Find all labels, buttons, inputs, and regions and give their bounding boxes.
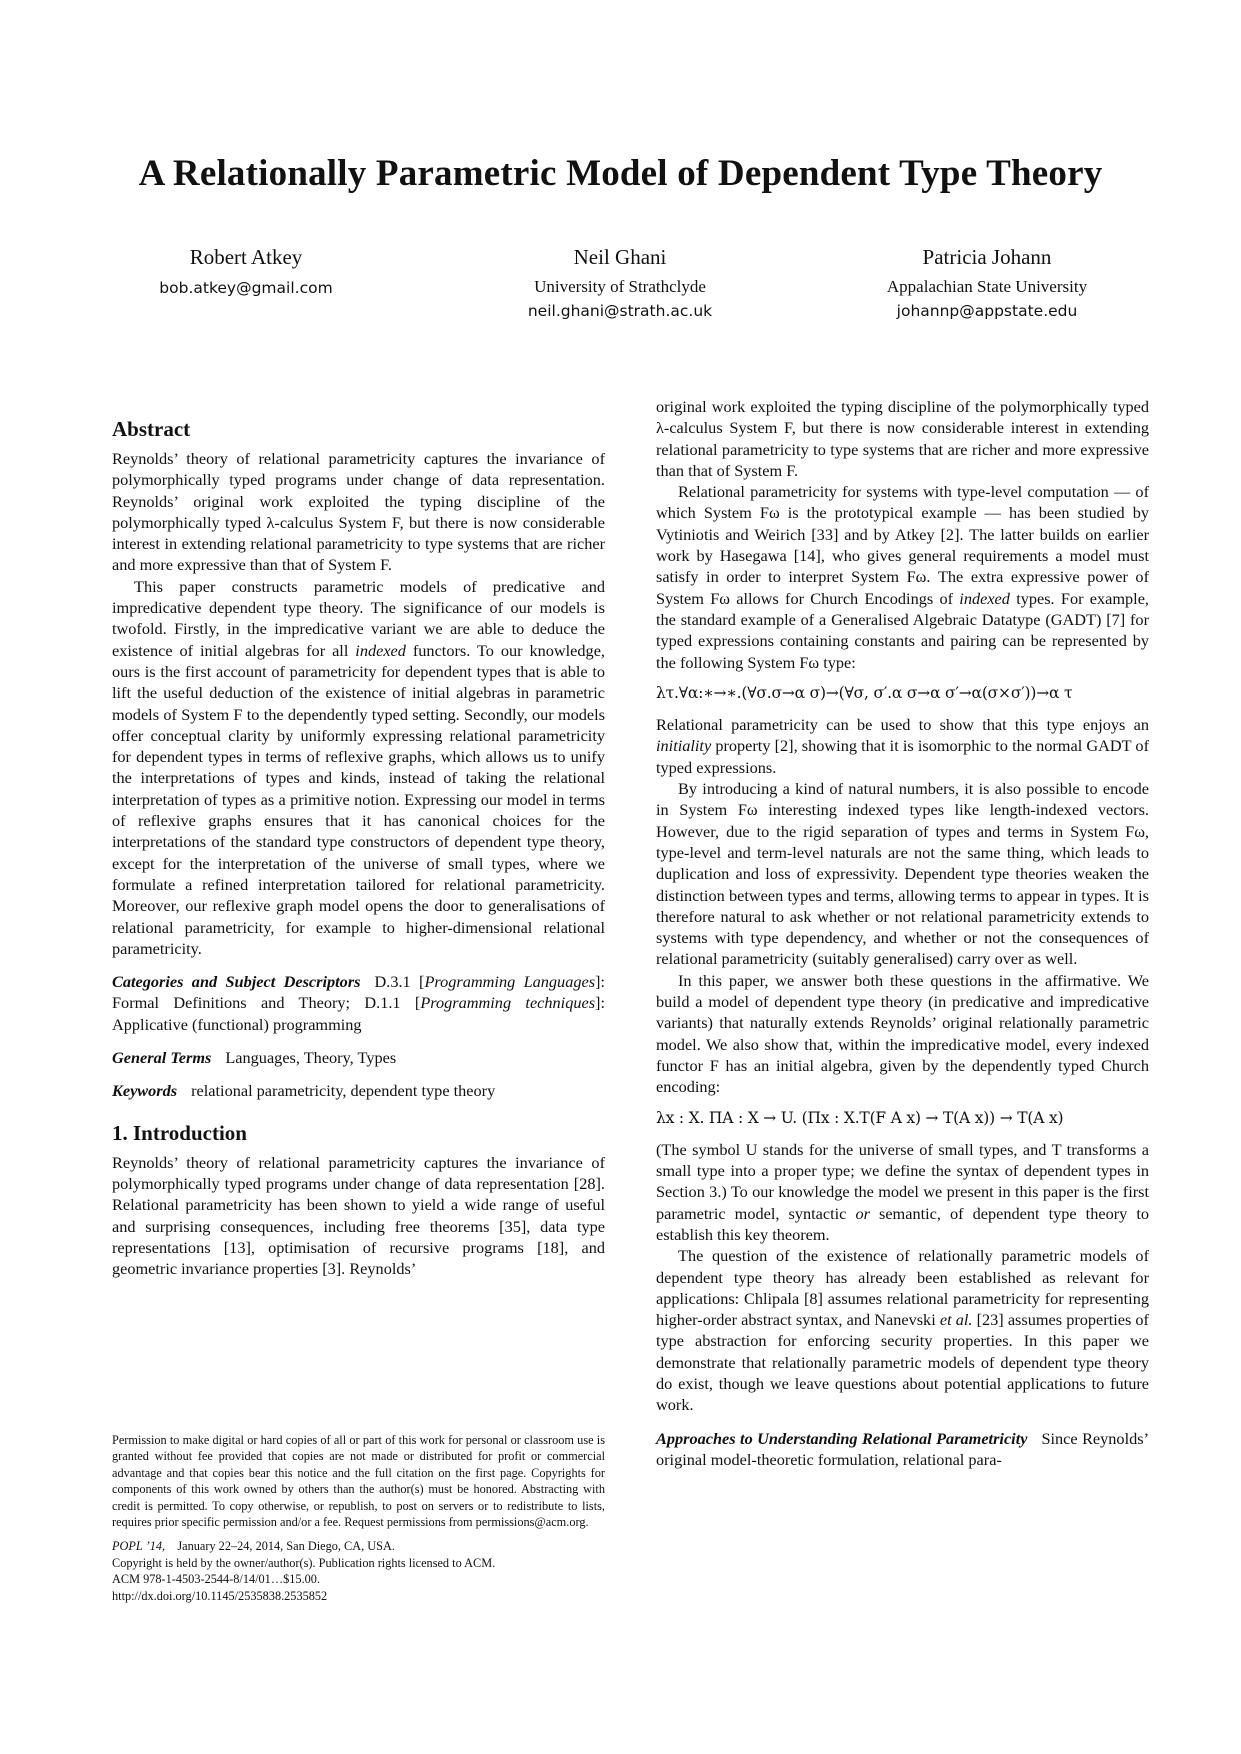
copyright-footnote (112, 1432, 605, 1604)
author-affiliation: University of Strathclyde (534, 277, 706, 296)
right-paragraph-3: Relational parametricity can be used to show that this type enjoys an initiality property [2], showing that it is isomorphic to the normal GADT of typed expressions. (656, 715, 1149, 777)
general-terms: General Terms Languages, Theory, Types (112, 1048, 397, 1068)
keywords: Keywords relational parametricity, dependent type theory (112, 1081, 496, 1101)
right-paragraph-1: original work exploited the typing discipline of the polymorphically typed λ-calculus System F, but there is now considerable interest in extending relational parametricity to type systems that are richer and more expressive than that of System F. (656, 397, 1149, 480)
right-paragraph-4: By introducing a kind of natural numbers, it is also possible to encode in System Fω interesting indexed types like length-indexed vectors. However, due to the rigid separation of types and terms in System Fω, type-level and term-level naturals are not the same thing, which leads to duplication and loss of expressivity. Dependent type theories weaken the distinction between types and terms, allowing terms to appear in types. It is therefore natural to ask whether or not relational parametricity extends to systems with type dependency, and whether or not the consequences of relational parametricity (suitably generalised) carry over as well. (656, 779, 1149, 969)
abstract-paragraph-1: Reynolds’ theory of relational parametricity captures the invariance of polymorphically typed programs under change of data representation. Reynolds’ original work exploited the typing discipline of the polymorphically typed λ-calculus System F, but there is now considerable interest in extending relational parametricity to type systems that are richer and more expressive than that of System F. (112, 449, 605, 575)
categories: Categories and Subject Descriptors D.3.1 [Programming Languages]: Formal Definitions and Theory; D.1.1 [Programming techniques]: Applicative (functional) programming (112, 972, 605, 1034)
author-name: Patricia Johann (922, 245, 1052, 269)
paper-title: A Relationally Parametric Model of Dependent Type Theory (138, 153, 1103, 194)
acm-line: ACM 978-1-4503-2544-8/14/01…$15.00. (112, 1572, 321, 1587)
math-church-encoding: λx : X. ΠA : X → U. (Πx : X.T(F A x) → T(A x)) → T(A x) (656, 1108, 1064, 1127)
author-block-2 (470, 244, 770, 324)
right-paragraph-8: Approaches to Understanding Relational Parametricity Since Reynolds’ original model-theoretic formulation, relational para- (656, 1428, 1149, 1469)
math-gadt-type: λτ.∀α:∗→∗.(∀σ.σ→α σ)→(∀σ, σ′.α σ→α σ′→α(σ×σ′))→α τ (656, 683, 1073, 702)
right-paragraph-2: Relational parametricity for systems with type-level computation — of which System Fω is the prototypical example — has been studied by Vytiniotis and Weirich [33] and by Atkey [2]. The latter builds on earlier work by Hasegawa [14], who gives general requirements a model must satisfy in order to interpret System Fω. The extra expressive power of System Fω allows for Church Encodings of indexed types. For example, the standard example of a Generalised Algebraic Datatype (GADT) [7] for typed expressions containing constants and pairing can be represented by the following System Fω type: (656, 482, 1149, 672)
doi-line: http://dx.doi.org/10.1145/2535838.2535852 (112, 1588, 328, 1603)
right-column (656, 396, 1149, 1470)
conference-line: POPL ’14, January 22–24, 2014, San Diego, CA, USA. (112, 1539, 395, 1554)
author-block-3 (837, 244, 1137, 324)
author-block-1 (96, 244, 396, 301)
author-email: johannp@appstate.edu (896, 302, 1078, 320)
right-paragraph-5: In this paper, we answer both these questions in the affirmative. We build a model of dependent type theory (in predicative and impredicative variants) that naturally extends Reynolds’ original relationally parametric model. We also show that, within the impredicative model, every indexed functor F has an initial algebra, given by the dependently typed Church encoding: (656, 970, 1149, 1097)
author-affiliation: Appalachian State University (886, 277, 1088, 296)
intro-heading: 1. Introduction (112, 1120, 247, 1145)
author-email: bob.atkey@gmail.com (159, 279, 333, 297)
permission-notice: Permission to make digital or hard copies of all or part of this work for personal or classroom use is granted without fee provided that copies are not made or distributed for profit or commercial advantage and that copies bear this notice and the full citation on the first page. Copyrights for components of this work owned by others than the author(s) must be honored. Abstracting with credit is permitted. To copy otherwise, or republish, to post on servers or to redistribute to lists, requires prior specific permission and/or a fee. Request permissions from permissions@acm.org. (112, 1433, 605, 1530)
copyright-line: Copyright is held by the owner/author(s). Publication rights licensed to ACM. (112, 1555, 496, 1570)
author-name: Neil Ghani (573, 245, 667, 269)
author-name: Robert Atkey (189, 245, 303, 269)
intro-paragraph-1: Reynolds’ theory of relational parametricity captures the invariance of polymorphically typed programs under change of data representation [28]. Relational parametricity has been shown to yield a wide range of useful and surprising consequences, including free theorems [35], data type representations [13], optimisation of recursive programs [18], and geometric invariance properties [3]. Reynolds’ (112, 1152, 605, 1279)
abstract-heading: Abstract (112, 417, 191, 441)
abstract-paragraph-2: This paper constructs parametric models of predicative and impredicative dependent type theory. The significance of our models is twofold. Firstly, in the impredicative variant we are able to deduce the existence of initial algebras for all indexed functors. To our knowledge, ours is the first account of parametricity for dependent types that is able to lift the useful deduction of the existence of initial algebras in parametric models of System F to the dependently typed setting. Secondly, our models offer conceptual clarity by uniformly expressing relational parametricity for dependent types in terms of reflexive graphs, which allows us to unify the interpretations of types and kinds, instead of taking the relational interpretation of types as a primitive notion. Expressing our model in terms of reflexive graphs ensures that it has canonical choices for the interpretations of the standard type constructors of dependent type theory, except for the interpretation of the universe of small types, where we formulate a refined interpretation tailored for relational parametricity. Moreover, our reflexive graph model opens the door to generalisations of relational parametricity, for example to higher-dimensional relational parametricity. (112, 576, 605, 958)
left-column (112, 416, 605, 1279)
right-paragraph-7: The question of the existence of relationally parametric models of dependent type theory has already been established as relevant for applications: Chlipala [8] assumes relational parametricity for representing higher-order abstract syntax, and Nanevski et al. [23] assumes properties of type abstraction for enforcing security properties. In this paper we demonstrate that relationally parametric models of dependent type theory do exist, though we leave questions about potential applications to future work. (656, 1246, 1149, 1415)
author-email: neil.ghani@strath.ac.uk (527, 302, 713, 320)
right-paragraph-6: (The symbol U stands for the universe of small types, and T transforms a small type into a proper type; we define the syntax of dependent types in Section 3.) To our knowledge the model we present in this paper is the first parametric model, syntactic or semantic, of dependent type theory to establish this key theorem. (656, 1139, 1149, 1244)
